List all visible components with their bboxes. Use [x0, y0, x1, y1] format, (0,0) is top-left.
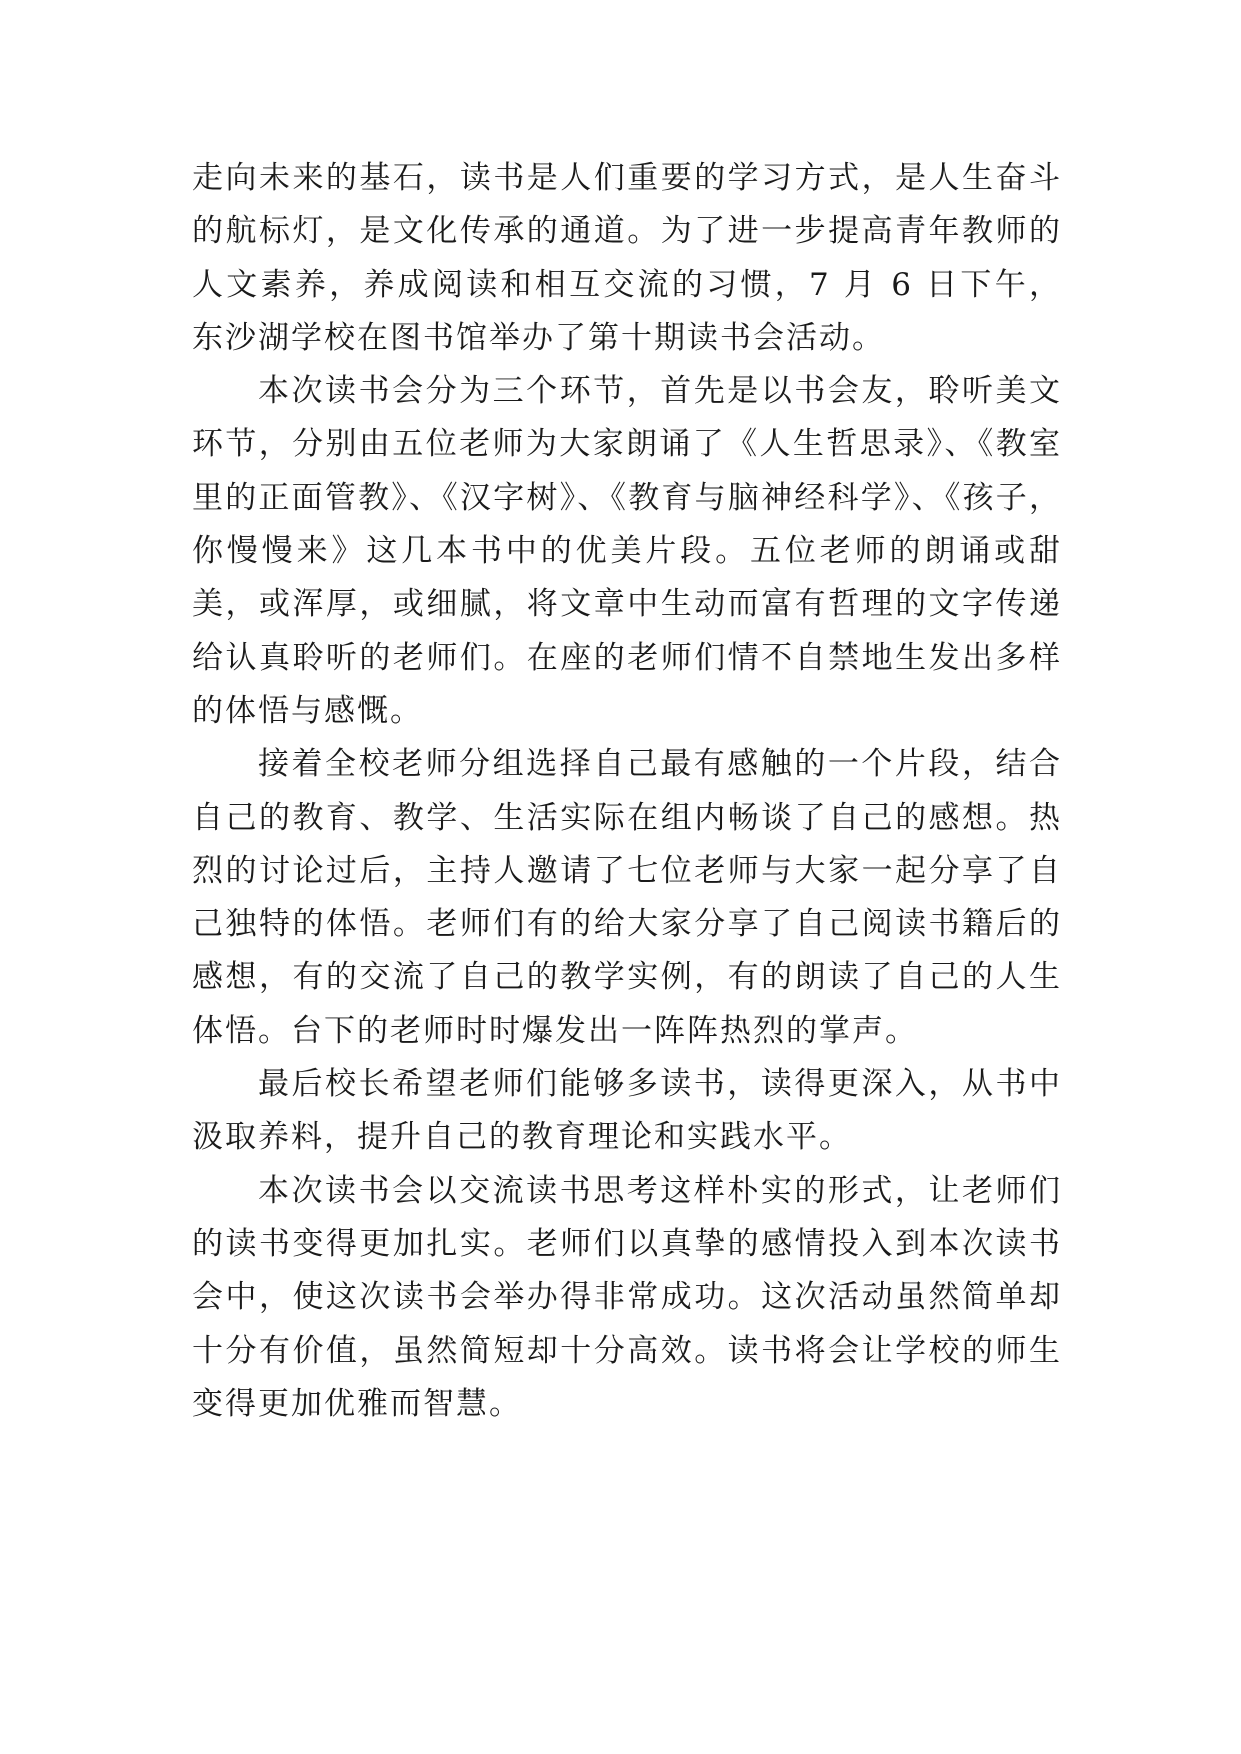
paragraph-principal-hope: 最后校长希望老师们能够多读书，读得更深入，从书中汲取养料，提升自己的教育理论和实践水平。: [192, 1066, 1062, 1156]
paragraph-continued: 走向未来的基石，读书是人们重要的学习方式，是人生奋斗的航标灯，是文化传承的通道。为了进一步提高青年教师的人文素养，养成阅读和相互交流的习惯，7 月 6 日下午，东沙湖学校在图书馆举办了第十期读书会活动。: [192, 160, 1062, 356]
article-body: [192, 152, 1062, 1431]
paragraph-reading-session-segments: 本次读书会分为三个环节，首先是以书会友，聆听美文环节，分别由五位老师为大家朗诵了《人生哲思录》、《教室里的正面管教》、《汉字树》、《教育与脑神经科学》、《孩子，你慢慢来》这几本书中的优美片段。五位老师的朗诵或甜美，或浑厚，或细腻，将文章中生动而富有哲理的文字传递给认真聆听的老师们。在座的老师们情不自禁地生发出多样的体悟与感慨。: [192, 373, 1062, 729]
paragraph-group-discussion: 接着全校老师分组选择自己最有感触的一个片段，结合自己的教育、教学、生活实际在组内畅谈了自己的感想。热烈的讨论过后，主持人邀请了七位老师与大家一起分享了自己独特的体悟。老师们有的给大家分享了自己阅读书籍后的感想，有的交流了自己的教学实例，有的朗读了自己的人生体悟。台下的老师时时爆发出一阵阵热烈的掌声。: [192, 746, 1062, 1049]
paragraph-conclusion: 本次读书会以交流读书思考这样朴实的形式，让老师们的读书变得更加扎实。老师们以真挚的感情投入到本次读书会中，使这次读书会举办得非常成功。这次活动虽然简单却十分有价值，虽然简短却十分高效。读书将会让学校的师生变得更加优雅而智慧。: [192, 1172, 1062, 1422]
